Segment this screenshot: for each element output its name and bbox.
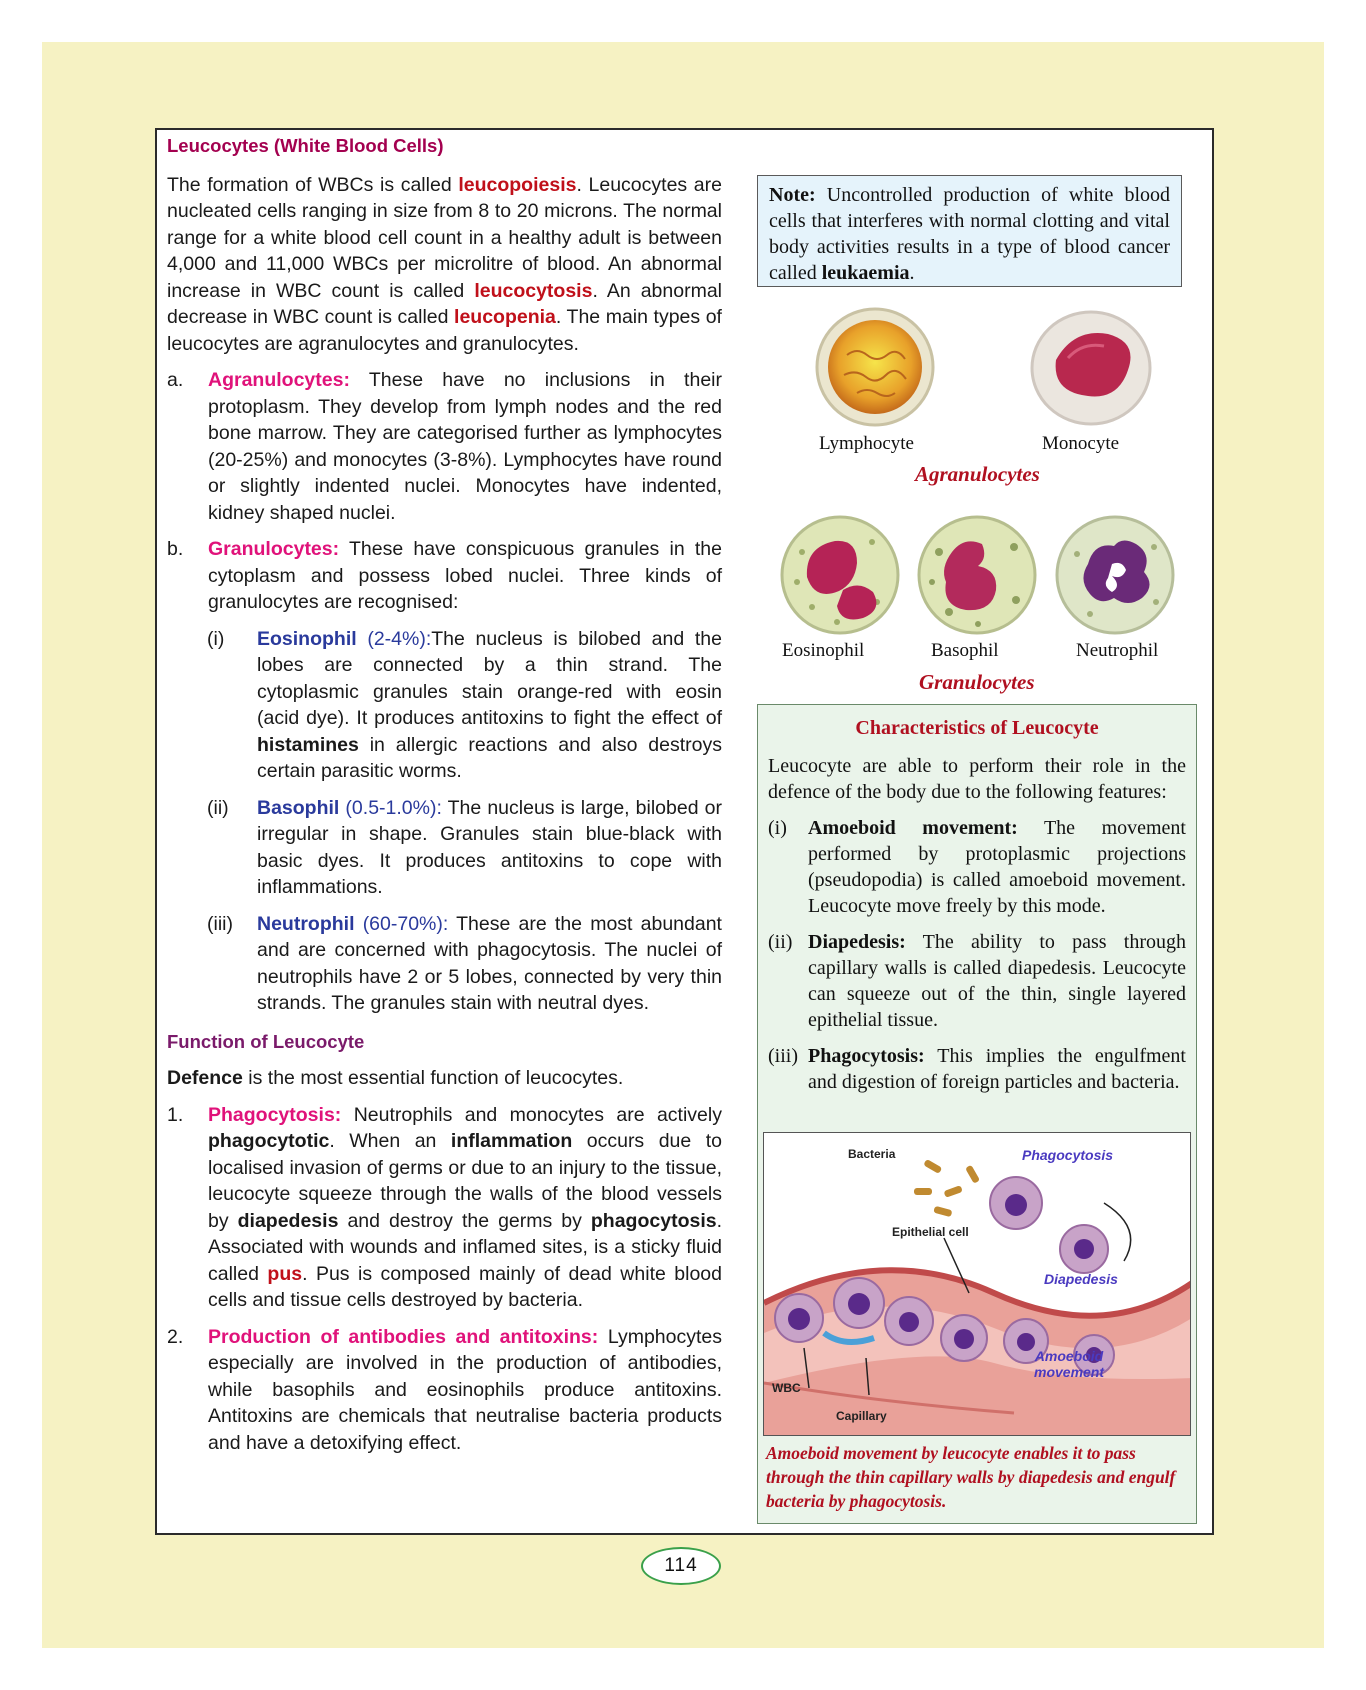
term-basophil: Basophil (257, 796, 340, 819)
list-marker: (i) (207, 627, 225, 650)
item-text: . Associated with wounds and inflamed sites, is a sticky fluid called (208, 1209, 723, 1285)
lead-text: is the most essential function of leucocytes. (242, 1067, 624, 1089)
list-marker: (ii) (768, 931, 793, 953)
label-amoeboid-line1: Amoeboid (1034, 1348, 1104, 1364)
leucocyte-movement-diagram (763, 1132, 1191, 1436)
term-phagocytosis: Phagocytosis: (808, 1045, 925, 1067)
item-text: and destroy the germs by (338, 1209, 591, 1232)
characteristics-intro: Leucocyte are able to perform their role in the defence of the body due to the following features: (768, 755, 1186, 803)
item-text: This implies the engulfment and digestion of foreign particles and bacteria. (808, 1045, 1186, 1093)
granulocytes-title: Granulocytes (919, 670, 1035, 694)
label-amoeboid-line2: movement (1034, 1364, 1105, 1380)
item-text: in allergic reactions and also destroys certain parasitic worms. (257, 733, 722, 782)
item-text: These have conspicuous granules in the cytoplasm and possess lobed nuclei. Three kinds of granulocytes are recognised: (208, 538, 722, 613)
section-heading: Leucocytes (White Blood Cells) (167, 135, 444, 156)
list-marker: (iii) (207, 912, 233, 935)
list-marker: (iii) (768, 1045, 798, 1067)
agranulocytes-title: Agranulocytes (915, 462, 1040, 486)
lymphocyte-illustration (812, 305, 938, 429)
page-number: 114 (641, 1547, 721, 1585)
left-column (167, 133, 722, 1466)
intro-text: . An abnormal decrease in WBC count is called (167, 279, 723, 328)
intro-paragraph (167, 172, 722, 358)
list-marker: (i) (768, 817, 787, 839)
basophil-label: Basophil (931, 640, 999, 661)
item-text: . Pus is composed mainly of dead white blood cells and tissue cells destroyed by bacteria. (208, 1262, 722, 1311)
item-text: The nucleus is bilobed and the lobes are connected by a thin strand. The cytoplasmic granules stain orange-red with eosin (acid dye). It produces antitoxins to fight the effect of (257, 627, 722, 729)
sublist-item-basophil (207, 795, 722, 901)
label-wbc: WBC (772, 1381, 801, 1395)
term-inflammation: inflammation (450, 1130, 573, 1152)
list-marker: b. (167, 538, 184, 560)
list-item-phagocytosis (167, 1102, 722, 1314)
monocyte-illustration (1028, 308, 1154, 428)
item-text: . When an (329, 1130, 451, 1152)
neutrophil-label: Neutrophil (1076, 640, 1159, 661)
note-box (757, 175, 1182, 287)
intro-text: . Leucocytes are nucleated cells ranging in size from 8 to 20 microns. The normal range for a white blood cell count in a healthy adult is between 4,000 and 11,000 WBCs per microlitre of blood. An abnormal increase in WBC count is called (167, 173, 722, 302)
label-amoeboid-movement (1034, 1348, 1104, 1380)
label-bacteria: Bacteria (848, 1147, 896, 1161)
term-granulocytes: Granulocytes: (208, 538, 340, 560)
term-defence: Defence (167, 1067, 243, 1089)
term-phagocytosis: Phagocytosis: (208, 1103, 342, 1126)
percent-range: (60-70%): (354, 912, 449, 935)
item-text: Lymphocytes especially are involved in the production of antibodies, while basophils and eosinophils produce antitoxins. Antitoxins are chemicals that neutralise bacteria products and have a detoxifying effect. (208, 1325, 722, 1454)
term-diapedesis: diapedesis (237, 1209, 339, 1232)
lymphocyte-label: Lymphocyte (819, 433, 914, 454)
eosinophil-label: Eosinophil (782, 640, 865, 661)
monocyte-label: Monocyte (1042, 433, 1120, 454)
term-agranulocytes: Agranulocytes: (208, 369, 350, 391)
characteristic-item (768, 929, 1186, 1033)
eosinophil-illustration (777, 512, 903, 638)
note-text: . (909, 262, 915, 284)
list-item-granulocytes (167, 536, 722, 616)
term-leucocytosis: leucocytosis (474, 279, 593, 302)
basophil-illustration (914, 512, 1040, 638)
list-marker: a. (167, 369, 184, 391)
sublist-item-neutrophil (207, 911, 722, 1017)
term-phagocytosis-bold: phagocytosis (590, 1209, 717, 1232)
term-antibodies: Production of antibodies and antitoxins: (208, 1325, 599, 1348)
label-phagocytosis: Phagocytosis (1022, 1147, 1114, 1163)
term-histamines: histamines (257, 733, 359, 756)
term-neutrophil: Neutrophil (257, 912, 355, 935)
list-marker: 2. (167, 1325, 184, 1348)
item-text: Neutrophils and monocytes are actively (341, 1103, 722, 1126)
item-text: These are the most abundant and are concerned with phagocytosis. The nuclei of neutrophils have 2 or 5 lobes, connected by very thin strands. The granules stain with neutral dyes. (257, 912, 722, 1014)
note-label: Note: (769, 184, 816, 206)
intro-text: . The main types of leucocytes are agranulocytes and granulocytes. (167, 306, 722, 355)
function-lead (167, 1065, 722, 1092)
function-heading: Function of Leucocyte (167, 1030, 365, 1052)
term-pus: pus (267, 1262, 303, 1285)
percent-range: (0.5-1.0%): (339, 796, 442, 819)
list-item-agranulocytes (167, 367, 722, 526)
list-marker: 1. (167, 1103, 184, 1126)
list-marker: (ii) (207, 796, 229, 819)
label-diapedesis: Diapedesis (1044, 1271, 1118, 1287)
note-text: Uncontrolled production of white blood cells that interferes with normal clotting and vital body activities results in a type of blood cancer called (769, 184, 1170, 284)
characteristics-title: Characteristics of Leucocyte (855, 717, 1099, 739)
list-item-antibodies (167, 1324, 722, 1457)
intro-text: The formation of WBCs is called (167, 173, 459, 196)
characteristic-item (768, 815, 1186, 919)
item-text: The ability to pass through capillary walls is called diapedesis. Leucocyte can squeeze out of the thin, single layered epithelial tissue. (808, 931, 1186, 1031)
term-leukaemia: leukaemia (821, 262, 910, 284)
label-epithelial-cell: Epithelial cell (892, 1225, 969, 1239)
diagram-caption: Amoeboid movement by leucocyte enables it to pass through the thin capillary walls by diapedesis and engulf bacteria by phagocytosis. (766, 1443, 1176, 1511)
term-leucopenia: leucopenia (454, 306, 556, 328)
label-capillary: Capillary (836, 1409, 887, 1423)
term-amoeboid-movement: Amoeboid movement: (808, 817, 1018, 839)
percent-range: (2-4%): (356, 627, 432, 650)
diagram-illustration (764, 1133, 1191, 1436)
term-diapedesis: Diapedesis: (808, 931, 906, 953)
item-text: The movement performed by protoplasmic projections (pseudopodia) is called amoeboid movement. Leucocyte move freely by this mode. (808, 817, 1186, 917)
term-leucopoiesis: leucopoiesis (458, 173, 577, 196)
item-text: These have no inclusions in their protoplasm. They develop from lymph nodes and the red bone marrow. They are categorised further as lymphocytes (20-25%) and monocytes (3-8%). Lymphocytes have round or slightly indented nuclei. Monocytes have indented, kidney shaped nuclei. (208, 369, 722, 524)
neutrophil-illustration (1052, 512, 1178, 638)
term-phagocytotic: phagocytotic (208, 1130, 330, 1152)
sublist-item-eosinophil (207, 626, 722, 785)
term-eosinophil: Eosinophil (257, 627, 357, 650)
item-text: The nucleus is large, bilobed or irregular in shape. Granules stain blue-black with basic dyes. It produces antitoxins to cope with inflammations. (257, 796, 722, 898)
item-text: occurs due to localised invasion of germs or due to an injury to the tissue, leucocyte squeeze through the walls of the blood vessels by (208, 1130, 722, 1232)
characteristic-item (768, 1043, 1186, 1095)
